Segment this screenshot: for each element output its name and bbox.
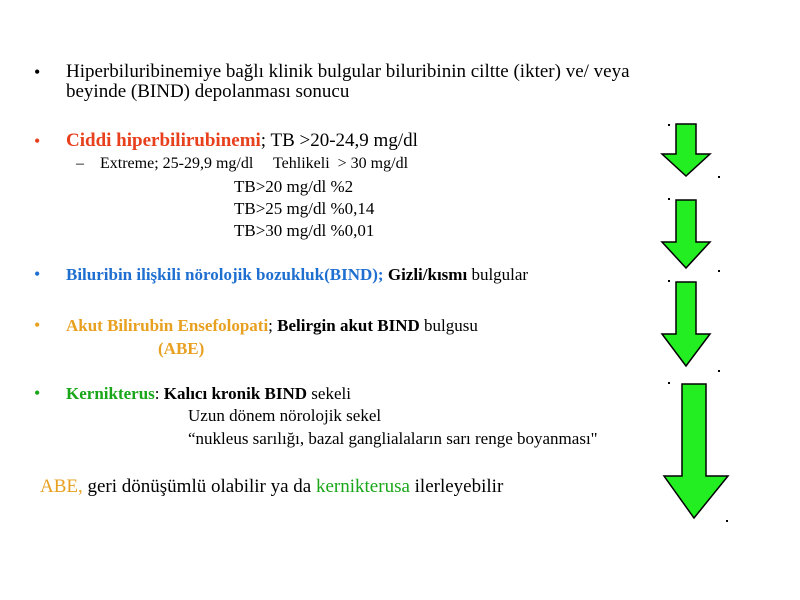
stat-row-2: TB>25 mg/dl %0,14 [234,199,375,218]
item5-rest: sekeli [307,384,351,403]
item4-sep: ; [268,316,278,335]
item4-abbr: (ABE) [158,339,205,358]
corner-dot [718,176,720,178]
corner-dot [668,124,670,126]
bullet-2: • [34,131,41,151]
bullet-5: • [34,383,41,403]
item4-bold: Belirgin akut BIND [277,316,420,335]
down-arrow-icon [660,196,720,272]
item5-line1 [66,383,351,405]
item2-rest: ; TB >20-24,9 mg/dl [260,130,418,151]
item4-rest: bulgusu [419,316,478,335]
item5-term: Kernikterus [66,384,155,403]
item5-line2: Uzun dönem nörolojik sekel [188,406,382,425]
item4-line [66,315,478,337]
down-arrow-icon [660,278,720,370]
item5-line3: “nukleus sarılığı, bazal ganglialaların sarı renge boyanması" [188,429,598,448]
stat-row-3: TB>30 mg/dl %0,01 [234,221,375,240]
footer-abe: ABE, [40,476,83,497]
footer-line [40,476,503,498]
bullet-4: • [34,315,41,335]
item2-line [66,131,418,151]
corner-dot [718,270,720,272]
item3-bold: Gizli/kısmı [387,265,468,284]
corner-dot [668,382,670,384]
footer-mid: geri dönüşümlü olabilir ya da [82,476,316,497]
stat-row-1: TB>20 mg/dl %2 [234,177,354,196]
down-arrow-icon [660,120,720,180]
corner-dot [726,520,728,522]
corner-dot [668,280,670,282]
down-arrow-icon [662,380,734,522]
item2-sub: Extreme; 25-29,9 mg/dl Tehlikeli > 30 mg/dl [100,155,409,172]
item3-line [66,264,528,286]
item1-line1: Hiperbiluribinemiye bağlı klinik bulgular biluribinin ciltte (ikter) ve/ veya [66,61,630,82]
footer-end: ilerleyebilir [409,476,504,497]
item3-term: Biluribin ilişkili nörolojik bozukluk(BIND); [66,265,384,284]
footer-kern: kernikterusa [315,476,410,497]
corner-dot [668,198,670,200]
corner-dot [718,370,720,372]
bullet-3: • [34,264,41,284]
item4-term: Akut Bilirubin Ensefolopati [66,316,269,335]
item3-rest: bulgular [467,265,529,284]
sub-dash: – [76,155,84,172]
item5-sep: : [154,384,164,403]
bullet-1: • [34,62,41,82]
item1-line2: beyinde (BIND) depolanması sonucu [66,81,350,102]
item2-term: Ciddi hiperbilirubinemi [66,130,261,151]
item5-bold: Kalıcı kronik BIND [163,384,308,403]
